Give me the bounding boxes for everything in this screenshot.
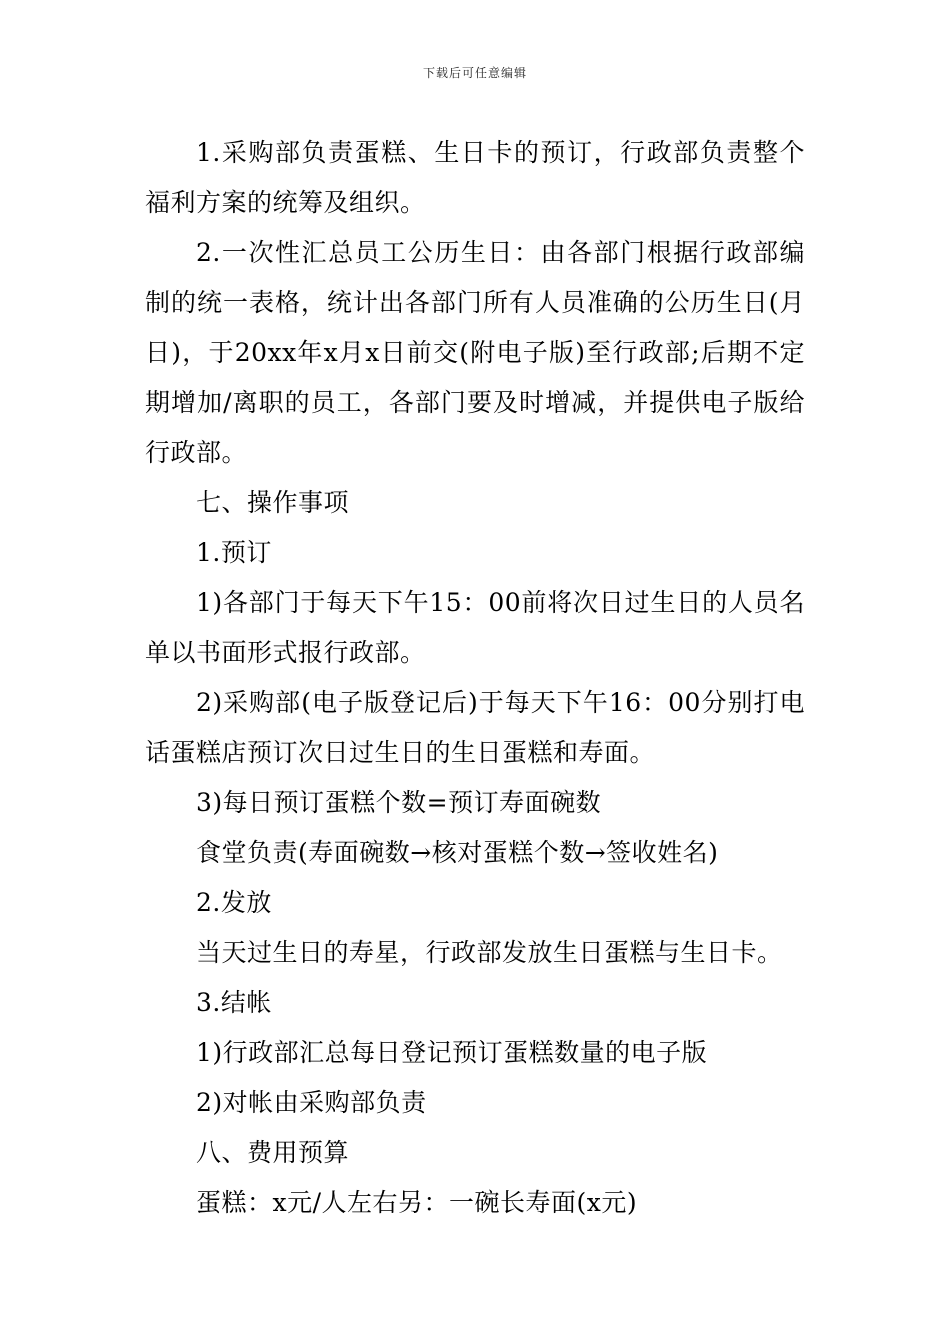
paragraph-booking-step-1: 1)各部门于每天下午15：00前将次日过生日的人员名单以书面形式报行政部。 bbox=[145, 588, 805, 667]
paragraph-settlement-step-1: 1)行政部汇总每日登记预订蛋糕数量的电子版 bbox=[196, 1038, 708, 1067]
paragraph-birthday-collection: 2.一次性汇总员工公历生日：由各部门根据行政部编制的统一表格，统计出各部门所有人员准确的公历生日(月日)，于20xx年x月x日前交(附电子版)至行政部;后期不定期增加/离职的员工，各部门要及时增减，并提供电子版给行政部。 bbox=[145, 238, 805, 467]
subheading-settlement: 3.结帐 bbox=[196, 988, 272, 1017]
paragraph-booking-step-2: 2)采购部(电子版登记后)于每天下午16：00分别打电话蛋糕店预订次日过生日的生日蛋糕和寿面。 bbox=[145, 688, 805, 767]
subheading-distribution: 2.发放 bbox=[196, 888, 272, 917]
subheading-booking: 1.预订 bbox=[196, 538, 272, 567]
paragraph-booking-step-3: 3)每日预订蛋糕个数=预订寿面碗数 bbox=[196, 788, 602, 817]
page-header-note: 下载后可任意编辑 bbox=[422, 66, 527, 80]
paragraph-distribution: 当天过生日的寿星，行政部发放生日蛋糕与生日卡。 bbox=[196, 938, 783, 967]
paragraph-procurement-duty: 1.采购部负责蛋糕、生日卡的预订，行政部负责整个福利方案的统筹及组织。 bbox=[145, 138, 805, 217]
paragraph-budget: 蛋糕：x元/人左右另：一碗长寿面(x元) bbox=[196, 1188, 638, 1217]
paragraph-canteen-duty: 食堂负责(寿面碗数→核对蛋糕个数→签收姓名) bbox=[196, 838, 719, 867]
paragraph-settlement-step-2: 2)对帐由采购部负责 bbox=[196, 1088, 427, 1117]
section-heading-operations: 七、操作事项 bbox=[196, 488, 350, 517]
document-body bbox=[145, 128, 805, 1228]
section-heading-budget: 八、费用预算 bbox=[196, 1138, 350, 1167]
